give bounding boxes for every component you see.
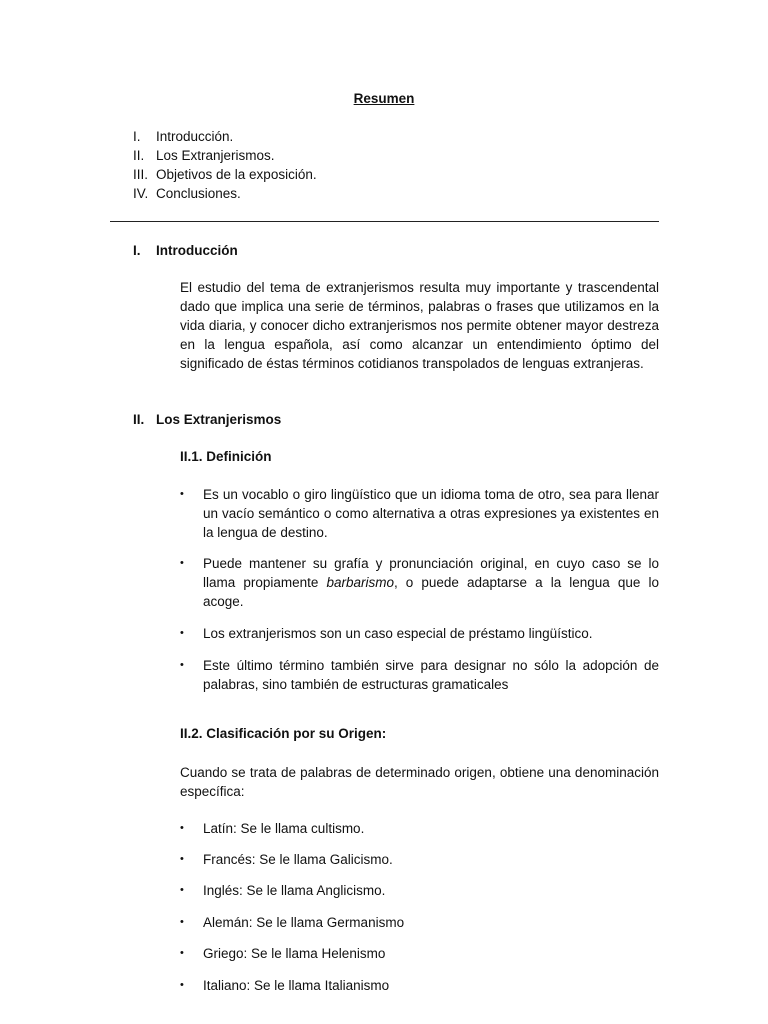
list-item-text (203, 554, 659, 611)
bullet-icon: • (180, 822, 184, 834)
list-item (180, 819, 659, 838)
summary-item-number: IV. (133, 186, 149, 201)
bullet-icon: • (180, 884, 184, 896)
bullet-icon: • (180, 659, 184, 671)
summary-item (133, 165, 317, 184)
list-item-italic-term: barbarismo (326, 575, 394, 590)
list-item-text: Italiano: Se le llama Italianismo (203, 978, 390, 993)
section-divider (110, 221, 659, 222)
list-item (180, 485, 659, 542)
bullet-icon: • (180, 979, 184, 991)
list-item (180, 976, 659, 995)
list-item-text: Latín: Se le llama cultismo. (203, 821, 365, 836)
list-item (180, 913, 659, 932)
summary-list (133, 127, 317, 203)
summary-item-number: II. (133, 148, 145, 163)
intro-paragraph: El estudio del tema de extranjerismos resulta muy importante y trascendental dado que implica una serie de términos, palabras o frases que utilizamos en la vida diaria, y conocer dicho extranjerismos nos permite obtener mayor destreza en la lengua española, así como alcanzar un entendimiento óptimo del significado de éstas términos cotidianos transpolados de lenguas extranjeras. (180, 280, 659, 371)
summary-title: Resumen (353, 91, 415, 106)
list-item-text: Los extranjerismos son un caso especial de préstamo lingüístico. (203, 626, 593, 641)
summary-item-label: Objetivos de la exposición. (156, 167, 317, 182)
subsection-heading-classification: II.2. Clasificación por su Origen: (180, 726, 387, 741)
list-item (180, 624, 659, 643)
bullet-icon: • (180, 488, 184, 500)
section-title: Los Extranjerismos (156, 412, 282, 427)
list-item-text: Inglés: Se le llama Anglicismo. (203, 883, 386, 898)
list-item-text-part: , o puede adaptarse a la lengua que lo acoge. (203, 575, 659, 609)
list-item-text: Griego: Se le llama Helenismo (203, 946, 386, 961)
bullet-icon: • (180, 853, 184, 865)
list-item-text: Francés: Se le llama Galicismo. (203, 852, 393, 867)
list-item (180, 850, 659, 869)
list-item-text-part: Puede mantener su grafía y pronunciación original, en cuyo caso se lo llama propiamente (203, 556, 659, 590)
list-item (180, 881, 659, 900)
list-item-text: Es un vocablo o giro lingüístico que un idioma toma de otro, sea para llenar un vacío semántico o como alternativa a otras expresiones ya existentes en la lengua de destino. (203, 487, 659, 540)
list-item (180, 944, 659, 963)
bullet-icon: • (180, 916, 184, 928)
list-item (180, 656, 659, 694)
summary-item (133, 146, 317, 165)
summary-item (133, 184, 317, 203)
section-number: I. (133, 243, 141, 258)
subsection-heading-definition: II.1. Definición (180, 449, 272, 464)
list-item-text: Alemán: Se le llama Germanismo (203, 915, 405, 930)
section-heading-intro (133, 243, 238, 258)
classification-paragraph: Cuando se trata de palabras de determinado origen, obtiene una denominación específica: (180, 765, 659, 799)
list-item-text: Este último término también sirve para designar no sólo la adopción de palabras, sino también de estructuras gramaticales (203, 658, 659, 692)
section-title: Introducción (156, 243, 238, 258)
summary-item-number: III. (133, 167, 149, 182)
summary-item-label: Los Extranjerismos. (156, 148, 275, 163)
summary-item (133, 127, 317, 146)
bullet-icon: • (180, 557, 184, 569)
summary-item-label: Conclusiones. (156, 186, 241, 201)
summary-item-number: I. (133, 129, 141, 144)
bullet-icon: • (180, 627, 184, 639)
section-number: II. (133, 412, 145, 427)
bullet-icon: • (180, 947, 184, 959)
summary-item-label: Introducción. (156, 129, 234, 144)
list-item (180, 554, 659, 611)
section-heading-extranjerismos (133, 412, 281, 427)
